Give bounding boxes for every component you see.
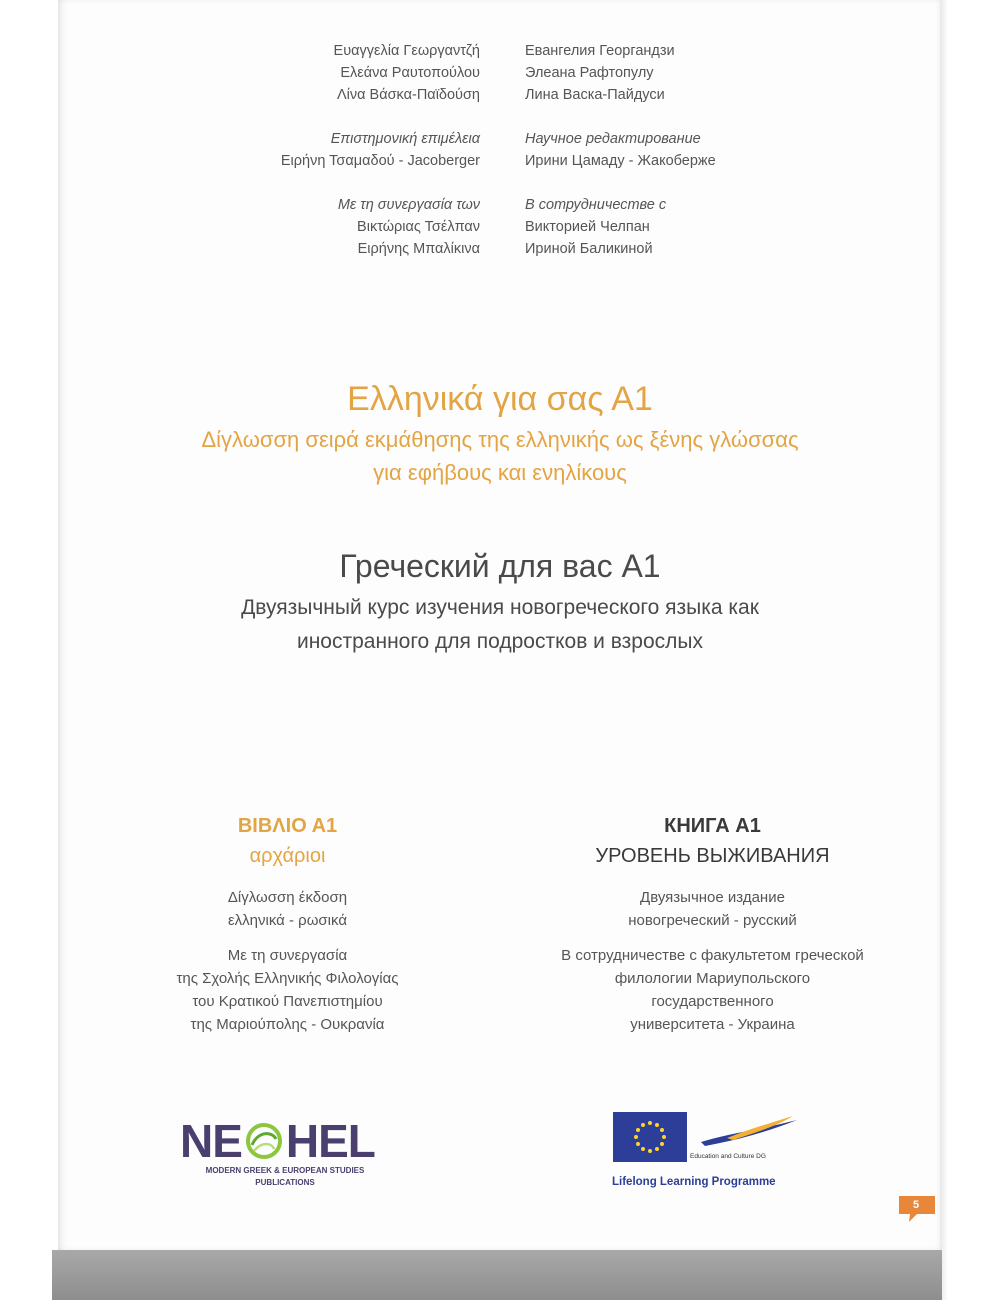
author-gr: Λίνα Βάσκα-Παϊδούση xyxy=(336,87,480,103)
editing-label-ru: Научное редактирование xyxy=(525,131,701,147)
neohel-wordmark xyxy=(180,1115,410,1167)
collab-line-ru: В сотрудничестве с факультетом греческой xyxy=(561,947,864,964)
author-ru: Лина Васка-Пайдуси xyxy=(525,87,665,103)
book-level-gr: αρχάριοι xyxy=(249,845,326,867)
neohel-subtitle-line2: PUBLICATIONS xyxy=(255,1178,315,1187)
collaborator-ru: Ириной Баликиной xyxy=(525,241,653,257)
edition-line-gr: ελληνικά - ρωσικά xyxy=(227,912,347,929)
book-info-greek xyxy=(130,812,445,1036)
editor-gr: Ειρήνη Τσαμαδού - Jacoberger xyxy=(280,153,480,169)
neohel-subtitle-line1: MODERN GREEK & EUROPEAN STUDIES xyxy=(205,1166,365,1175)
author-gr: Ευαγγελία Γεωργαντζή xyxy=(333,43,480,59)
author-gr: Ελεάνα Ραυτοπούλου xyxy=(340,65,480,81)
eu-programme-label: Lifelong Learning Programme xyxy=(612,1176,776,1188)
credits-greek-column xyxy=(281,40,480,260)
greek-title: Ελληνικά για σας Α1 xyxy=(347,380,653,418)
editing-label-gr: Επιστημονική επιμέλεια xyxy=(330,131,480,147)
collab-line-ru: филологии Мариупольского xyxy=(614,970,811,987)
collab-line-ru: государственного xyxy=(651,993,774,1010)
scan-bottom-strip xyxy=(52,1250,942,1300)
russian-title: Греческий для вас А1 xyxy=(339,548,661,584)
book-level-ru: УРОВЕНЬ ВЫЖИВАНИЯ xyxy=(595,845,830,867)
collab-line-gr: της Μαριούπολης - Ουκρανία xyxy=(190,1016,385,1033)
neohel-text-left: NE xyxy=(180,1115,242,1167)
russian-subtitle-line2: иностранного для подростков и взрослых xyxy=(296,630,703,653)
neohel-text-right: HEL xyxy=(285,1115,375,1167)
collaborator-gr: Βικτώριας Τσέλπαν xyxy=(357,219,480,235)
collab-label-ru: В сотрудничестве с xyxy=(525,197,667,213)
edition-line-ru: новогреческий - русский xyxy=(628,912,797,929)
edition-line-ru: Двуязычное издание xyxy=(640,889,785,906)
edition-line-gr: Δίγλωσση έκδοση xyxy=(227,889,348,906)
credits-russian-column xyxy=(525,40,716,260)
russian-subtitle-line1: Двуязычный курс изучения новогреческого языка как xyxy=(241,596,759,619)
collaborator-gr: Ειρήνης Μπαλίκινα xyxy=(357,241,480,257)
collab-line-gr: του Κρατικού Πανεπιστημίου xyxy=(192,993,383,1010)
collab-line-gr: της Σχολής Ελληνικής Φιλολογίας xyxy=(176,970,399,987)
editor-ru: Ирини Цамаду - Жакоберже xyxy=(525,153,716,169)
collaborator-ru: Викторией Челпан xyxy=(525,219,650,235)
neohel-swirl-icon xyxy=(244,1121,284,1161)
book-page xyxy=(58,0,942,1250)
book-info-russian xyxy=(530,812,895,1036)
eu-flag-icon xyxy=(613,1112,687,1162)
page-number: 5 xyxy=(912,1199,920,1211)
collab-line-ru: университета - Украина xyxy=(630,1016,795,1033)
author-ru: Элеана Рафтопулу xyxy=(525,65,654,81)
collab-line-gr: Με τη συνεργασία xyxy=(227,947,348,964)
author-ru: Евангелия Георгандзи xyxy=(525,43,675,59)
greek-subtitle-line1: Δίγλωσση σειρά εκμάθησης της ελληνικής ως ξένης γλώσσας xyxy=(201,427,799,452)
greek-subtitle-line2: για εφήβους και ενηλίκους xyxy=(373,460,627,485)
page-number-badge xyxy=(895,1192,939,1224)
neohel-logo xyxy=(180,1115,410,1188)
book-heading-ru: КНИГА А1 xyxy=(664,815,761,837)
book-heading-gr: ΒΙΒΛΙΟ Α1 xyxy=(237,815,338,837)
eu-dg-label: Education and Culture DG xyxy=(690,1153,766,1160)
collab-label-gr: Με τη συνεργασία των xyxy=(337,197,480,213)
